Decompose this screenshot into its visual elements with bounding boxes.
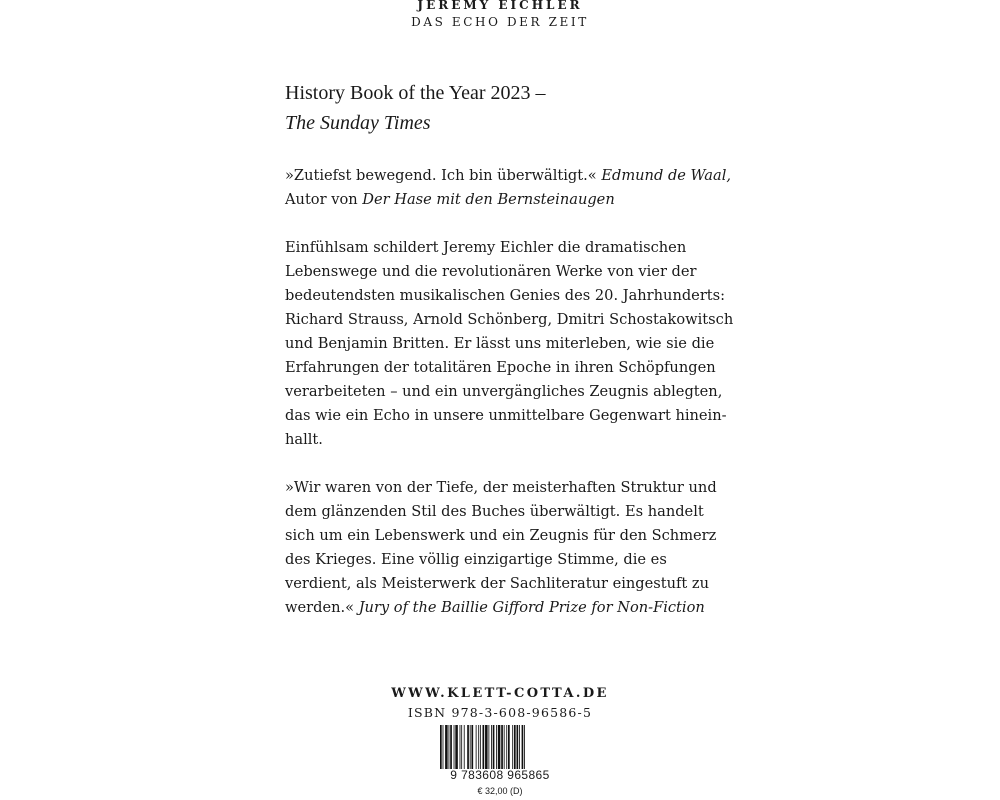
- description-line: Lebenswege und die revolutionären Werke von vier der: [285, 263, 697, 280]
- barcode-bar: [470, 725, 471, 769]
- barcode-bar: [519, 725, 520, 769]
- author-name: JEREMY EICHLER: [417, 0, 583, 12]
- barcode-bar: [496, 725, 497, 769]
- description-line: das wie ein Echo in unsere unmittelbare Gegenwart hinein-: [285, 407, 727, 424]
- award-statement: [285, 78, 735, 138]
- quote-de-waal-line: [285, 164, 735, 188]
- barcode-bar: [467, 725, 469, 769]
- barcode-bar: [478, 725, 479, 769]
- quote-jury-line: dem glänzenden Stil des Buches überwältigt. Es handelt: [285, 503, 704, 520]
- barcode-bar: [485, 725, 488, 769]
- barcode-bar: [480, 725, 481, 769]
- quote-de-waal-name: Edmund de Waal,: [601, 167, 731, 184]
- barcode-bar: [450, 725, 452, 769]
- barcode-bar: [460, 725, 461, 769]
- barcode-bar: [483, 725, 485, 769]
- barcode-bar: [504, 725, 505, 769]
- barcode-digits: 9 783608 965865: [450, 768, 550, 782]
- description-line: Richard Strauss, Arnold Schönberg, Dmitri Schostakowitsch: [285, 311, 734, 328]
- barcode-bar: [445, 725, 448, 769]
- barcode-bar: [498, 725, 501, 769]
- barcode-bar: [501, 725, 503, 769]
- award-line: History Book of the Year 2023 –: [285, 82, 546, 104]
- description-line: bedeutendsten musikalischen Genies des 20. Jahrhunderts:: [285, 287, 726, 304]
- barcode-bar: [522, 725, 524, 769]
- quote-jury-line: »Wir waren von der Tiefe, der meisterhaften Struktur und: [285, 479, 717, 496]
- barcode-bar: [524, 725, 525, 769]
- quote-jury-attribution: Jury of the Baillie Gifford Prize for Non-Fiction: [358, 599, 705, 616]
- barcode-bar: [440, 725, 442, 769]
- description-line: und Benjamin Britten. Er lässt uns miterleben, wie sie die: [285, 335, 715, 352]
- quote-jury-end: werden.«: [285, 599, 355, 616]
- quote-jury-line: des Krieges. Eine völlig einzigartige Stimme, die es: [285, 551, 667, 568]
- barcode-bar: [508, 725, 510, 769]
- barcode-bar: [512, 725, 513, 769]
- barcode-bar: [449, 725, 450, 769]
- barcode-bar: [471, 725, 473, 769]
- description-line: hallt.: [285, 431, 323, 448]
- barcode-bar: [455, 725, 458, 769]
- publisher-website: WWW.KLETT-COTTA.DE: [391, 686, 609, 701]
- description-line: verarbeiteten – und ein unvergängliches Zeugnis ablegten,: [285, 383, 723, 400]
- quote-jury: [285, 476, 735, 620]
- book-title: DAS ECHO DER ZEIT: [411, 15, 589, 29]
- description-paragraph: [285, 236, 735, 452]
- barcode-bar: [514, 725, 516, 769]
- quote-jury-last-line: [285, 596, 735, 620]
- barcode-bar: [454, 725, 455, 769]
- quote-de-waal-credit-book: Der Hase mit den Bernsteinaugen: [362, 191, 615, 208]
- isbn: ISBN 978-3-608-96586-5: [407, 705, 593, 720]
- barcode-bar: [506, 725, 507, 769]
- quote-de-waal: [285, 164, 735, 212]
- quote-de-waal-text: »Zutiefst bewegend. Ich bin überwältigt.«: [285, 167, 597, 184]
- barcode-bar: [517, 725, 519, 769]
- description-line: Einfühlsam schildert Jeremy Eichler die dramatischen: [285, 239, 687, 256]
- barcode-bar: [476, 725, 477, 769]
- price: € 32,00 (D): [477, 786, 523, 796]
- barcode-bar: [443, 725, 444, 769]
- quote-de-waal-credit-prefix: Autor von: [285, 191, 358, 208]
- barcode-bar: [464, 725, 465, 769]
- barcode-bar: [491, 725, 492, 769]
- barcode-bar: [493, 725, 495, 769]
- quote-jury-line: verdient, als Meisterwerk der Sachliteratur eingestuft zu: [285, 575, 710, 592]
- quote-de-waal-credit: [285, 188, 735, 212]
- barcode-bar: [461, 725, 462, 769]
- award-source: The Sunday Times: [285, 112, 431, 134]
- barcode-bars: [438, 725, 562, 769]
- back-cover-text: [285, 78, 735, 644]
- description-line: Erfahrungen der totalitären Epoche in ihren Schöpfungen: [285, 359, 716, 376]
- barcode-bar: [488, 725, 489, 769]
- quote-jury-line: sich um ein Lebenswerk und ein Zeugnis für den Schmerz: [285, 527, 717, 544]
